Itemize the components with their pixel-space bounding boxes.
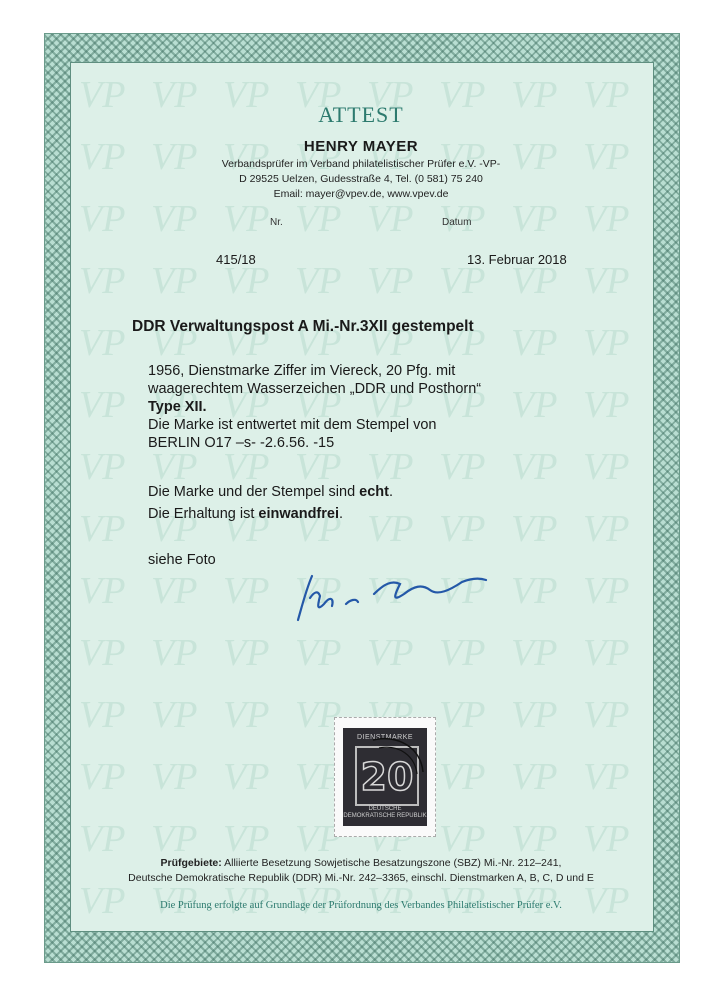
postmark-cancel bbox=[343, 728, 427, 826]
condition-prefix: Die Erhaltung ist bbox=[148, 506, 259, 522]
certificate-title: ATTEST bbox=[318, 102, 404, 127]
condition-word: einwandfrei bbox=[258, 506, 339, 522]
exam-areas-label: Prüfgebiete: bbox=[160, 857, 222, 869]
condition-suffix: . bbox=[339, 506, 344, 522]
desc-line-2: waagerechtem Wasserzeichen „DDR und Posthorn“ bbox=[148, 381, 482, 397]
postmark-line: BERLIN O17 –s- -2.6.56. -15 bbox=[148, 435, 335, 451]
condition-statement bbox=[148, 505, 343, 523]
date-label: Datum bbox=[442, 217, 472, 228]
handwritten-signature bbox=[280, 568, 520, 628]
genuine-suffix: . bbox=[388, 484, 394, 500]
stamp-headline: DDR Verwaltungspost A Mi.-Nr.3XII gestempelt bbox=[132, 318, 474, 335]
type-line: Type XII. bbox=[148, 399, 207, 415]
stamp-image bbox=[343, 728, 427, 826]
exam-areas-text-1: Alliierte Besetzung Sowjetische Besatzungszone (SBZ) Mi.-Nr. 212–241, bbox=[224, 857, 562, 869]
certificate-content bbox=[70, 62, 652, 930]
desc-line-1: 1956, Dienstmarke Ziffer im Viereck, 20 Pfg. mit bbox=[148, 363, 456, 379]
genuine-prefix: Die Marke und der Stempel sind bbox=[148, 484, 360, 500]
number-label: Nr. bbox=[270, 217, 283, 228]
stamp-value: 20 bbox=[360, 755, 414, 799]
contact-line: Email: mayer@vpev.de, www.vpev.de bbox=[273, 188, 449, 200]
desc-line-4: Die Marke ist entwertet mit dem Stempel von bbox=[148, 417, 437, 433]
exam-regulation-note: Die Prüfung erfolgte auf Grundlage der Prüfordnung des Verbandes Philatelistischer Prüfer e.V. bbox=[160, 900, 562, 911]
exam-areas-line-1 bbox=[70, 857, 652, 869]
stamp-photo bbox=[334, 717, 436, 837]
genuine-statement bbox=[148, 483, 393, 501]
genuine-word: echt bbox=[359, 484, 389, 500]
photo-note: siehe Foto bbox=[148, 552, 216, 568]
certificate-date: 13. Februar 2018 bbox=[467, 252, 567, 267]
address-line: D 29525 Uelzen, Gudesstraße 4, Tel. (0 581) 75 240 bbox=[239, 173, 483, 185]
association-line: Verbandsprüfer im Verband philatelistischer Prüfer e.V. -VP- bbox=[221, 158, 501, 170]
examiner-name: HENRY MAYER bbox=[303, 138, 419, 155]
exam-areas-line-2: Deutsche Demokratische Republik (DDR) Mi.-Nr. 242–3365, einschl. Dienstmarken A, B, C, D und E bbox=[128, 872, 594, 884]
certificate-number: 415/18 bbox=[216, 252, 256, 267]
stamp-top-text: DIENSTMARKE bbox=[356, 734, 414, 741]
stamp-bottom-text-1: DEUTSCHE bbox=[368, 806, 402, 812]
stamp-bottom-text-2: DEMOKRATISCHE REPUBLIK bbox=[343, 813, 427, 819]
